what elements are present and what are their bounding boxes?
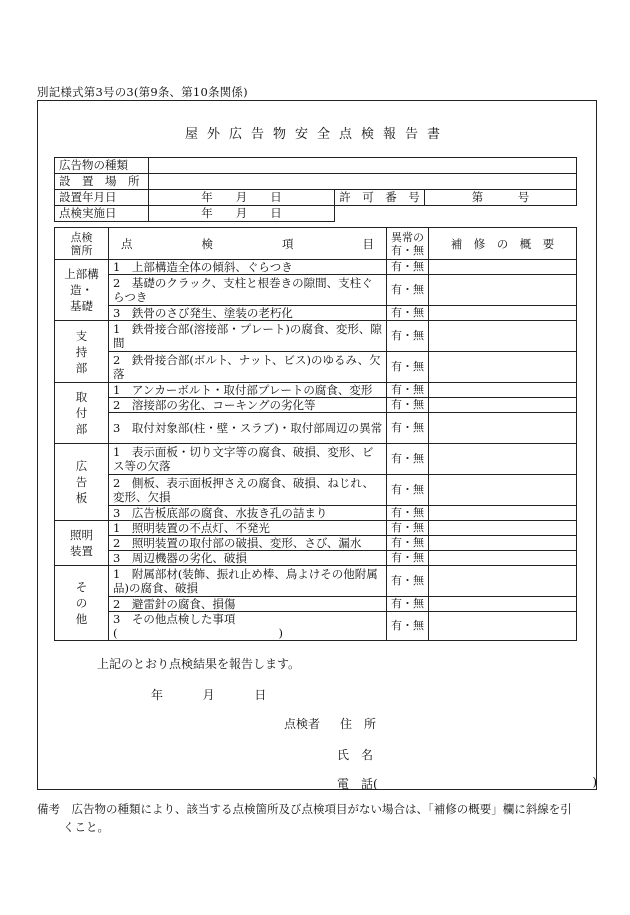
checklist-row	[55, 612, 577, 641]
abnormal-yn[interactable]: 有・無	[387, 383, 429, 398]
inspect-date-label: 点検実施日	[55, 206, 149, 222]
permit-no-value[interactable]: 第 号	[425, 190, 577, 206]
basic-info-table	[54, 157, 577, 222]
info-row-install-date	[55, 190, 577, 206]
blank-cell	[335, 206, 577, 222]
abnormal-yn[interactable]: 有・無	[387, 352, 429, 383]
abnormal-yn[interactable]: 有・無	[387, 536, 429, 551]
repair-summary[interactable]	[429, 321, 577, 352]
kind-label: 広告物の種類	[55, 158, 149, 174]
check-item: 1 上部構造全体の傾斜、ぐらつき	[109, 260, 387, 275]
checklist-row	[55, 275, 577, 306]
info-row-inspect-date	[55, 206, 577, 222]
checklist-row	[55, 413, 577, 444]
repair-summary[interactable]	[429, 597, 577, 612]
check-item: 2 鉄骨接合部(ボルト、ナット、ビス)のゆるみ、欠落	[109, 352, 387, 383]
abnormal-yn[interactable]: 有・無	[387, 551, 429, 566]
location-value[interactable]	[149, 174, 577, 190]
abnormal-yn[interactable]: 有・無	[387, 612, 429, 641]
area-label: 支 持 部	[55, 321, 109, 383]
inspector-address-line	[284, 715, 376, 732]
area-label: 取 付 部	[55, 383, 109, 444]
tel-label: 電 話(	[337, 777, 378, 791]
install-date-label: 設置年月日	[55, 190, 149, 206]
check-item: 1 照明装置の不点灯、不発光	[109, 521, 387, 536]
check-item: 2 基礎のクラック、支柱と根巻きの隙間、支柱ぐらつき	[109, 275, 387, 306]
checklist-row	[55, 444, 577, 475]
info-row-location	[55, 174, 577, 190]
repair-summary[interactable]	[429, 413, 577, 444]
abnormal-yn[interactable]: 有・無	[387, 566, 429, 597]
location-label: 設 置 場 所	[55, 174, 149, 190]
abnormal-yn[interactable]: 有・無	[387, 444, 429, 475]
check-item: 2 側板、表示面板押さえの腐食、破損、ねじれ、変形、欠損	[109, 475, 387, 506]
repair-summary[interactable]	[429, 444, 577, 475]
checklist-row	[55, 321, 577, 352]
document-title: 屋外広告物安全点検報告書	[184, 127, 449, 142]
check-item: 2 照明装置の取付部の破損、変形、さび、漏水	[109, 536, 387, 551]
checklist-row	[55, 475, 577, 506]
report-date-day: 日	[254, 688, 267, 702]
form-reference: 別記様式第3号の3(第9条、第10条関係)	[37, 85, 248, 99]
checklist-row	[55, 597, 577, 612]
checklist-row	[55, 566, 577, 597]
checklist-row	[55, 521, 577, 536]
checklist-header	[55, 228, 577, 260]
repair-summary[interactable]	[429, 398, 577, 413]
remarks-text: 広告物の種類により、該当する点検箇所及び点検項目がない場合は、「補修の概要」欄に斜線を引	[71, 802, 572, 816]
check-item: 3 広告板底部の腐食、水抜き孔の詰まり	[109, 506, 387, 521]
checklist-row	[55, 506, 577, 521]
area-label: 上部構造・ 基礎	[55, 260, 109, 321]
check-item: 3 周辺機器の劣化、破損	[109, 551, 387, 566]
check-item: 2 溶接部の劣化、コーキングの劣化等	[109, 398, 387, 413]
checklist-row	[55, 260, 577, 275]
checklist-table	[54, 227, 577, 641]
repair-summary[interactable]	[429, 551, 577, 566]
address-label: 住 所	[340, 717, 377, 731]
abnormal-yn[interactable]: 有・無	[387, 521, 429, 536]
tel-close: )	[592, 775, 597, 789]
checklist-row	[55, 383, 577, 398]
check-item: 2 避雷針の腐食、損傷	[109, 597, 387, 612]
checklist-row	[55, 352, 577, 383]
abnormal-yn[interactable]: 有・無	[387, 275, 429, 306]
inspect-date-value[interactable]: 年 月 日	[149, 206, 335, 222]
checklist-row	[55, 551, 577, 566]
checklist-row	[55, 536, 577, 551]
report-date	[151, 686, 266, 703]
permit-no-label: 許 可 番 号	[335, 190, 425, 206]
checklist-row	[55, 306, 577, 321]
repair-summary[interactable]	[429, 521, 577, 536]
name-label: 氏 名	[337, 748, 374, 762]
inspector-label: 点検者	[284, 717, 321, 731]
report-statement: 上記のとおり点検結果を報告します。	[97, 657, 301, 671]
repair-summary[interactable]	[429, 475, 577, 506]
inspector-name-line	[337, 746, 373, 763]
repair-summary[interactable]	[429, 536, 577, 551]
area-label: 照明 装置	[55, 521, 109, 566]
header-repair: 補 修 の 概 要	[429, 228, 577, 260]
check-item: 1 アンカーボルト・取付部プレートの腐食、変形	[109, 383, 387, 398]
checklist-row	[55, 398, 577, 413]
header-items: 点 検 項 目	[109, 228, 387, 260]
inspector-tel-line	[337, 775, 597, 792]
remarks-text-cont: くこと。	[63, 820, 109, 834]
abnormal-yn[interactable]: 有・無	[387, 413, 429, 444]
abnormal-yn[interactable]: 有・無	[387, 398, 429, 413]
abnormal-yn[interactable]: 有・無	[387, 321, 429, 352]
check-item: 3 鉄骨のさび発生、塗装の老朽化	[109, 306, 387, 321]
repair-summary[interactable]	[429, 506, 577, 521]
check-item: 1 鉄骨接合部(溶接部・プレート)の腐食、変形、隙間	[109, 321, 387, 352]
area-label: そ の 他	[55, 566, 109, 641]
info-row-kind	[55, 158, 577, 174]
abnormal-yn[interactable]: 有・無	[387, 306, 429, 321]
abnormal-yn[interactable]: 有・無	[387, 475, 429, 506]
abnormal-yn[interactable]: 有・無	[387, 597, 429, 612]
area-label: 広 告 板	[55, 444, 109, 521]
abnormal-yn[interactable]: 有・無	[387, 260, 429, 275]
header-abnormal: 異常の 有・無	[387, 228, 429, 260]
kind-value[interactable]	[149, 158, 577, 174]
repair-summary[interactable]	[429, 352, 577, 383]
repair-summary[interactable]	[429, 260, 577, 275]
check-item: 3 取付対象部(柱・壁・スラブ)・取付部周辺の異常	[109, 413, 387, 444]
header-area: 点検 箇所	[55, 228, 109, 260]
repair-summary[interactable]	[429, 383, 577, 398]
report-date-month: 月	[202, 688, 215, 702]
repair-summary[interactable]	[429, 306, 577, 321]
repair-summary[interactable]	[429, 275, 577, 306]
remarks	[37, 800, 597, 836]
check-item: 3 その他点検した事項( )	[109, 612, 387, 641]
repair-summary[interactable]	[429, 612, 577, 641]
check-item: 1 表示面板・切り文字等の腐食、破損、変形、ビス等の欠落	[109, 444, 387, 475]
abnormal-yn[interactable]: 有・無	[387, 506, 429, 521]
remarks-label: 備考	[37, 802, 60, 816]
repair-summary[interactable]	[429, 566, 577, 597]
report-frame	[37, 100, 597, 790]
report-date-year: 年	[151, 688, 164, 702]
install-date-value[interactable]: 年 月 日	[149, 190, 335, 206]
check-item: 1 附属部材(装飾、振れ止め棒、鳥よけその他附属品)の腐食、破損	[109, 566, 387, 597]
